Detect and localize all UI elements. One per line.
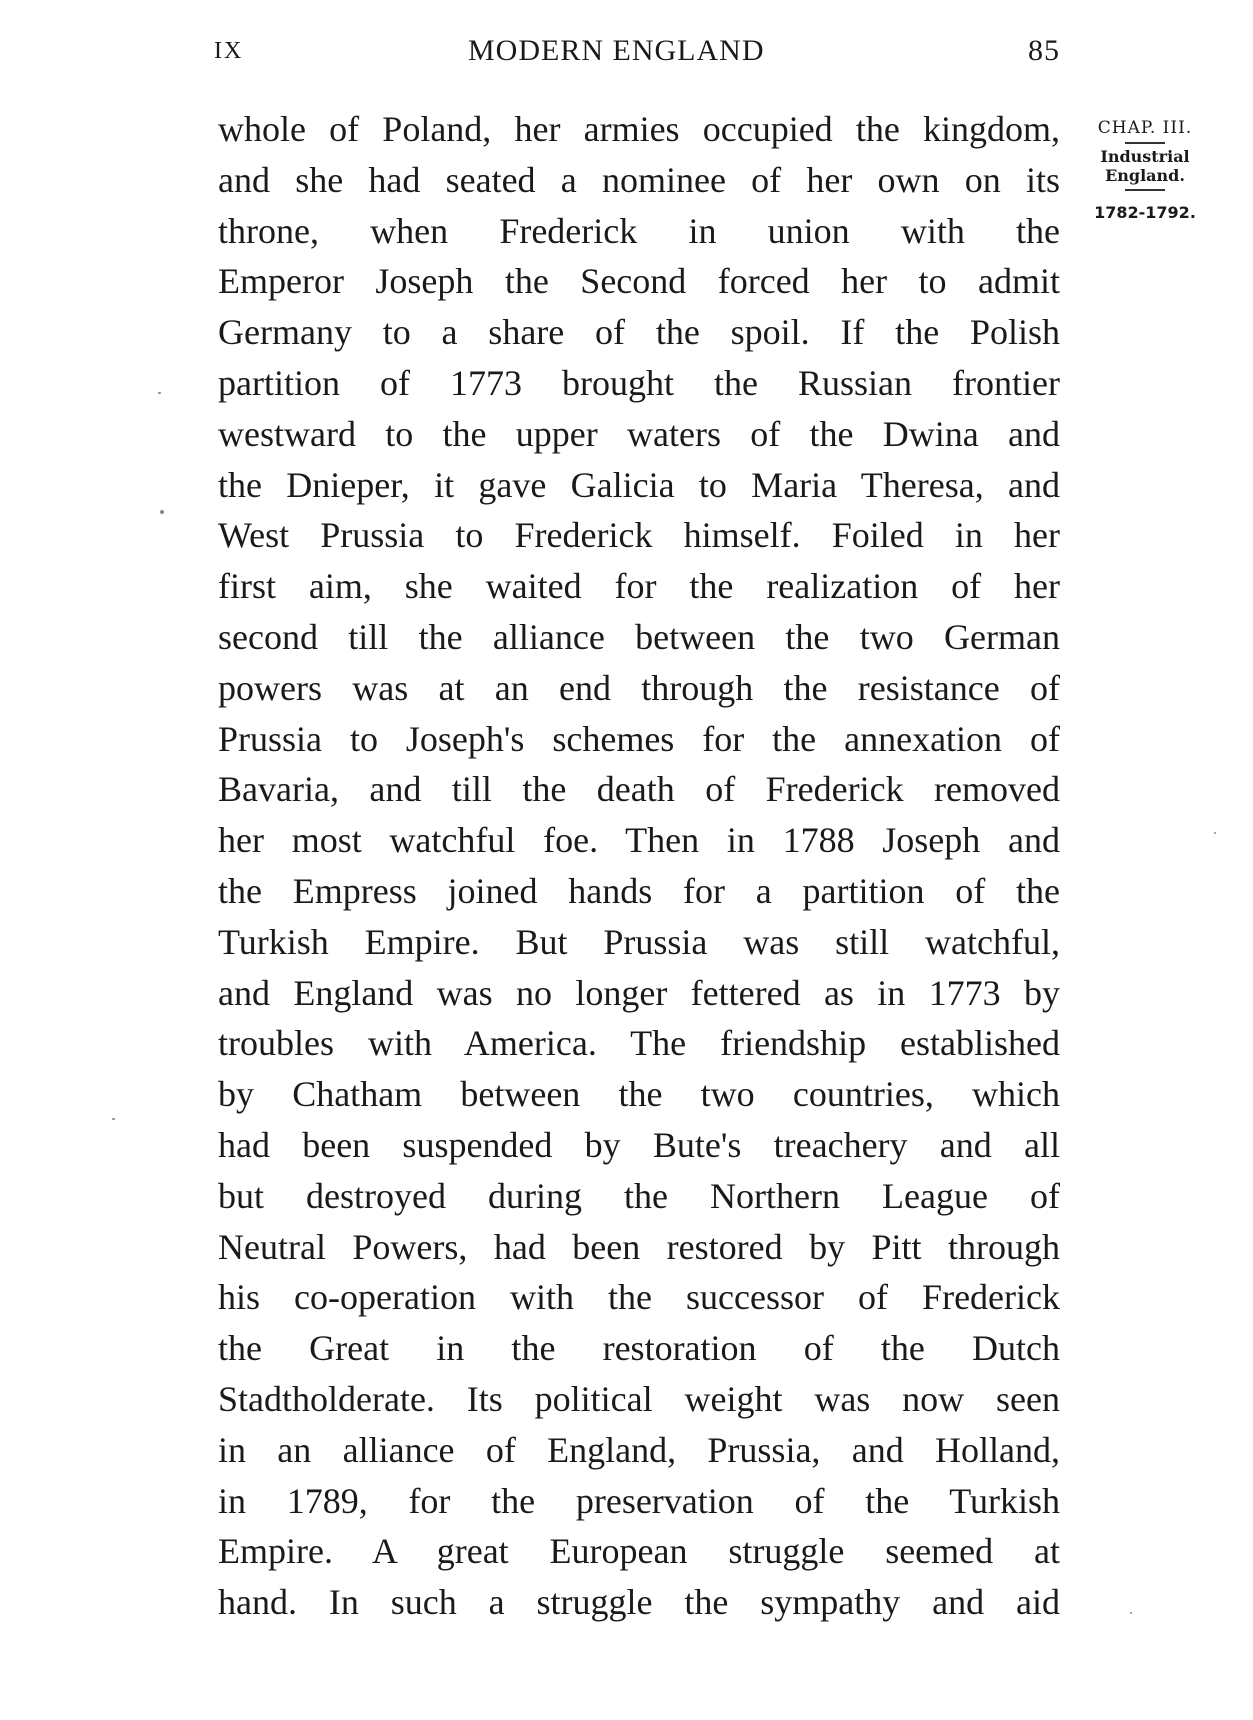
body-line: Stadtholderate. Its political weight was now seen bbox=[218, 1378, 1060, 1419]
body-line: throne, when Frederick in union with the bbox=[218, 210, 1060, 251]
body-line: the Great in the restoration of the Dutch bbox=[218, 1328, 1060, 1369]
body-line: had been suspended by Bute's treachery and all bbox=[218, 1124, 1060, 1165]
body-line: Turkish Empire. But Prussia was still watchful, bbox=[218, 921, 1060, 962]
sidenote-chapter: CHAP. III. bbox=[1097, 118, 1193, 138]
body-line: Empire. A great European struggle seemed at bbox=[218, 1531, 1060, 1572]
body-line: West Prussia to Frederick himself. Foiled in her bbox=[218, 515, 1060, 556]
body-line: but destroyed during the Northern League of bbox=[218, 1175, 1060, 1216]
scan-speck bbox=[1214, 832, 1216, 834]
body-line: partition of 1773 brought the Russian frontier bbox=[218, 362, 1060, 403]
body-line: her most watchful foe. Then in 1788 Joseph and bbox=[218, 820, 1060, 861]
body-line: Bavaria, and till the death of Frederick removed bbox=[218, 769, 1060, 810]
scan-speck bbox=[158, 392, 161, 394]
body-line: second till the alliance between the two German bbox=[218, 616, 1060, 657]
body-text bbox=[218, 104, 1060, 1628]
body-line: powers was at an end through the resistance of bbox=[218, 667, 1060, 708]
body-line: the Dnieper, it gave Galicia to Maria Theresa, and bbox=[218, 464, 1060, 505]
body-line: by Chatham between the two countries, which bbox=[218, 1074, 1060, 1115]
sidenote-rule-2 bbox=[1125, 189, 1165, 191]
page-number: 85 bbox=[1028, 34, 1060, 67]
scan-speck bbox=[112, 1118, 115, 1120]
body-line: and she had seated a nominee of her own on its bbox=[218, 159, 1060, 200]
scan-speck bbox=[1130, 1612, 1132, 1614]
sidenote-dates: 1782-1792. bbox=[1094, 203, 1196, 222]
body-line: whole of Poland, her armies occupied the kingdom, bbox=[218, 109, 1060, 149]
sidenote-topic-line1: Industrial bbox=[1100, 147, 1190, 166]
running-head bbox=[214, 34, 1060, 74]
body-line: westward to the upper waters of the Dwina and bbox=[218, 413, 1060, 454]
body-line: first aim, she waited for the realization of her bbox=[218, 566, 1060, 607]
body-line: in an alliance of England, Prussia, and Holland, bbox=[218, 1429, 1060, 1470]
body-line: in 1789, for the preservation of the Turkish bbox=[218, 1480, 1060, 1521]
body-line: Neutral Powers, had been restored by Pitt through bbox=[218, 1226, 1060, 1267]
body-line: troubles with America. The friendship established bbox=[218, 1023, 1060, 1064]
scan-speck bbox=[160, 510, 164, 514]
body-line: and England was no longer fettered as in 1773 by bbox=[218, 972, 1060, 1013]
sidenote-topic-line2: England. bbox=[1105, 166, 1185, 185]
body-line: Prussia to Joseph's schemes for the annexation of bbox=[218, 718, 1060, 759]
body-line: his co-operation with the successor of Frederick bbox=[218, 1277, 1060, 1318]
body-line: hand. In such a struggle the sympathy and aid bbox=[218, 1582, 1060, 1623]
body-line: Emperor Joseph the Second forced her to admit bbox=[218, 261, 1060, 302]
running-title: MODERN ENGLAND bbox=[468, 34, 765, 67]
body-line: Germany to a share of the spoil. If the Polish bbox=[218, 312, 1060, 353]
body-line: the Empress joined hands for a partition of the bbox=[218, 870, 1060, 911]
margin-sidenote bbox=[1080, 118, 1210, 222]
sidenote-rule bbox=[1125, 142, 1165, 144]
section-number: IX bbox=[214, 38, 244, 64]
